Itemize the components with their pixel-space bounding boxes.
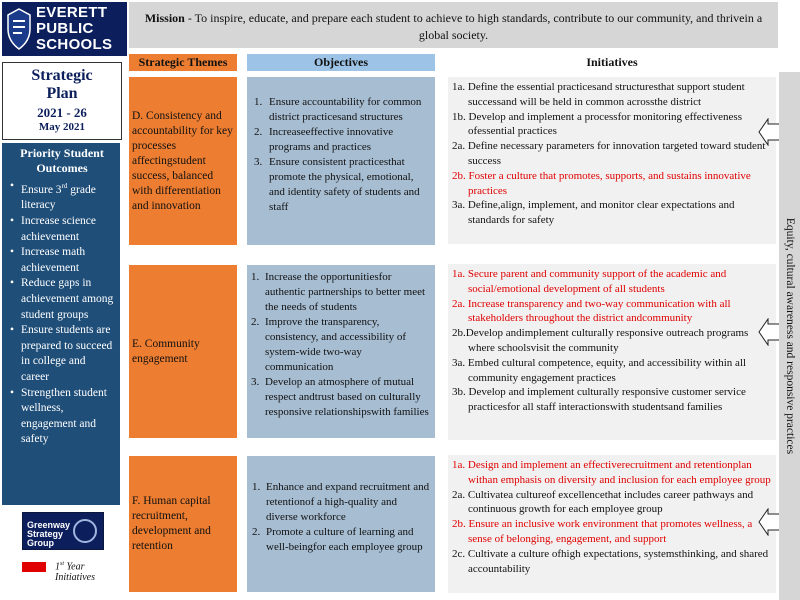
crest-icon: [6, 7, 32, 51]
objective-item: [253, 95, 429, 125]
outcome-item: • Increase science achievement: [8, 214, 116, 245]
objective-item: [253, 125, 429, 155]
initiative-item: 2b. Ensure an inclusive work environment that promotes wellness, a sense of belonging, engagement, and support: [452, 518, 753, 545]
initiative-item: 2a. Cultivatea cultureof excellencethat includes career pathways and continuous growth for each employee group: [452, 488, 754, 516]
mission-text: - To inspire, educate, and prepare each student to achieve to high standards, contribute to our community, and thrivein a global society.: [187, 11, 763, 42]
objectives-cell: [247, 265, 435, 438]
objective-item: [251, 315, 431, 375]
objective-item: [251, 375, 431, 420]
mission-label: Mission: [144, 11, 185, 25]
objectives-cell: [247, 77, 435, 245]
theme-cell: E. Community engagement: [129, 265, 237, 438]
objective-text: Increaseeffective innovative programs and practices: [269, 126, 394, 153]
objective-text: Enhance and expand recruitment and retentionof a high-quality and diverse workforce: [266, 481, 430, 523]
plan-title-2: Plan: [46, 85, 78, 102]
greenway-logo: Greenway Strategy Group: [22, 512, 104, 550]
objectives-list: [251, 270, 431, 420]
objective-item: [252, 525, 430, 555]
initiative-item: 2b. Foster a culture that promotes, supports, and sustains innovative practices: [452, 169, 751, 197]
initiative-item: 3a. Embed cultural competence, equity, and accessibility within all community engagement practices: [452, 356, 747, 384]
outcome-item: • Ensure 3rd grade literacy: [8, 179, 116, 214]
objective-number: 1.: [251, 271, 260, 283]
objectives-list: [253, 95, 429, 215]
objective-item: [253, 155, 429, 215]
objective-number: 2.: [251, 316, 260, 328]
outcomes-list: [8, 179, 116, 448]
legend-swatch: [22, 562, 46, 572]
objective-number: 3.: [254, 156, 263, 168]
objectives-cell: [247, 456, 435, 592]
header-objectives: Objectives: [247, 54, 435, 71]
plan-date: May 2021: [38, 121, 86, 133]
initiatives-list: [452, 267, 773, 415]
initiatives-cell: [448, 77, 776, 244]
strategic-plan-box: [2, 62, 122, 140]
initiatives-list: [452, 458, 773, 576]
initiative-item: 3a. Define,align, implement, and monitor clear expectations and standards for safety: [452, 199, 735, 227]
initiative-item: 3b. Develop and implement culturally responsive customer service practicesfor all staff interactionswith studentsand families: [452, 386, 746, 414]
objective-number: 2.: [254, 126, 263, 138]
header-strategic-themes: Strategic Themes: [129, 54, 237, 71]
objective-number: 1.: [252, 481, 261, 493]
objective-number: 3.: [251, 376, 260, 388]
initiatives-cell: [448, 455, 776, 593]
initiative-item: 2a. Increase transparency and two-way communication with all stakeholders throughout the district andcommunity: [452, 297, 731, 325]
header-initiatives: Initiatives: [448, 54, 776, 71]
objective-text: Develop an atmosphere of mutual respect andtrust based on culturally responsive relationshipswith families: [265, 376, 429, 418]
initiatives-list: [452, 80, 773, 228]
objective-text: Ensure accountability for common district practicesand structures: [269, 96, 422, 123]
objective-text: Promote a culture of learning and well-beingfor each employee group: [266, 526, 423, 553]
objective-text: Increase the opportunitiesfor authentic partnerships to better meet the needs of students: [265, 271, 426, 313]
initiative-item: 1a. Design and implement an effectiverecruitment and retentionplan withan emphasis on diversity and inclusion for each employee group: [452, 459, 771, 486]
theme-cell: F. Human capital recruitment, development and retention: [129, 456, 237, 592]
outcome-item: • Strengthen student wellness, engagement and safety: [8, 386, 116, 448]
equity-side-label: Equity, cultural awareness and responsive practices: [779, 72, 800, 600]
objective-item: [252, 480, 430, 525]
plan-title-1: Strategic: [31, 67, 93, 84]
initiative-item: 1b. Develop and implement a processfor monitoring effectiveness ofessential practices: [452, 110, 742, 138]
objective-number: 2.: [252, 526, 261, 538]
logo-text: EVERETT PUBLIC SCHOOLS: [36, 4, 113, 53]
outcomes-heading: Priority Student Outcomes: [20, 146, 104, 175]
greenway-circle-icon: [73, 519, 97, 543]
objective-number: 1.: [254, 96, 263, 108]
initiative-item: 1a. Define the essential practicesand structuresthat support student successand will be held in common acrossthe district: [452, 81, 745, 108]
objectives-list: [252, 480, 430, 555]
initiative-item: 2b.Develop andimplement culturally responsive outreach programs where schoolsvisit the community: [452, 327, 749, 354]
initiative-item: 2c. Cultivate a culture ofhigh expectations, systemsthinking, and shared accountability: [452, 547, 769, 575]
objective-item: [251, 270, 431, 315]
district-logo: [2, 2, 127, 56]
objective-text: Ensure consistent practicesthat promote the physical, emotional, and identity safety of students and staff: [269, 156, 420, 213]
mission-banner: [129, 2, 778, 48]
initiative-item: 2a. Define necessary parameters for innovation targeted toward student success: [452, 140, 766, 167]
outcome-item: • Ensure students are prepared to succeed in college and career: [8, 323, 116, 385]
outcome-item: • Increase math achievement: [8, 245, 116, 276]
outcome-item: • Reduce gaps in achievement among student groups: [8, 276, 116, 323]
theme-cell: D. Consistency and accountability for key processes affectingstudent success, balanced with differentiation and innovation: [129, 77, 237, 245]
initiative-item: 1a. Secure parent and community support of the academic and social/emotional development of all students: [452, 268, 727, 295]
initiatives-cell: [448, 264, 776, 440]
priority-outcomes-panel: [2, 143, 120, 505]
objective-text: Improve the transparency, consistency, and accessibility of system-wide two-way communication: [265, 316, 407, 373]
legend-text: 1st Year Initiatives: [55, 561, 95, 584]
plan-years: 2021 - 26: [37, 105, 87, 120]
